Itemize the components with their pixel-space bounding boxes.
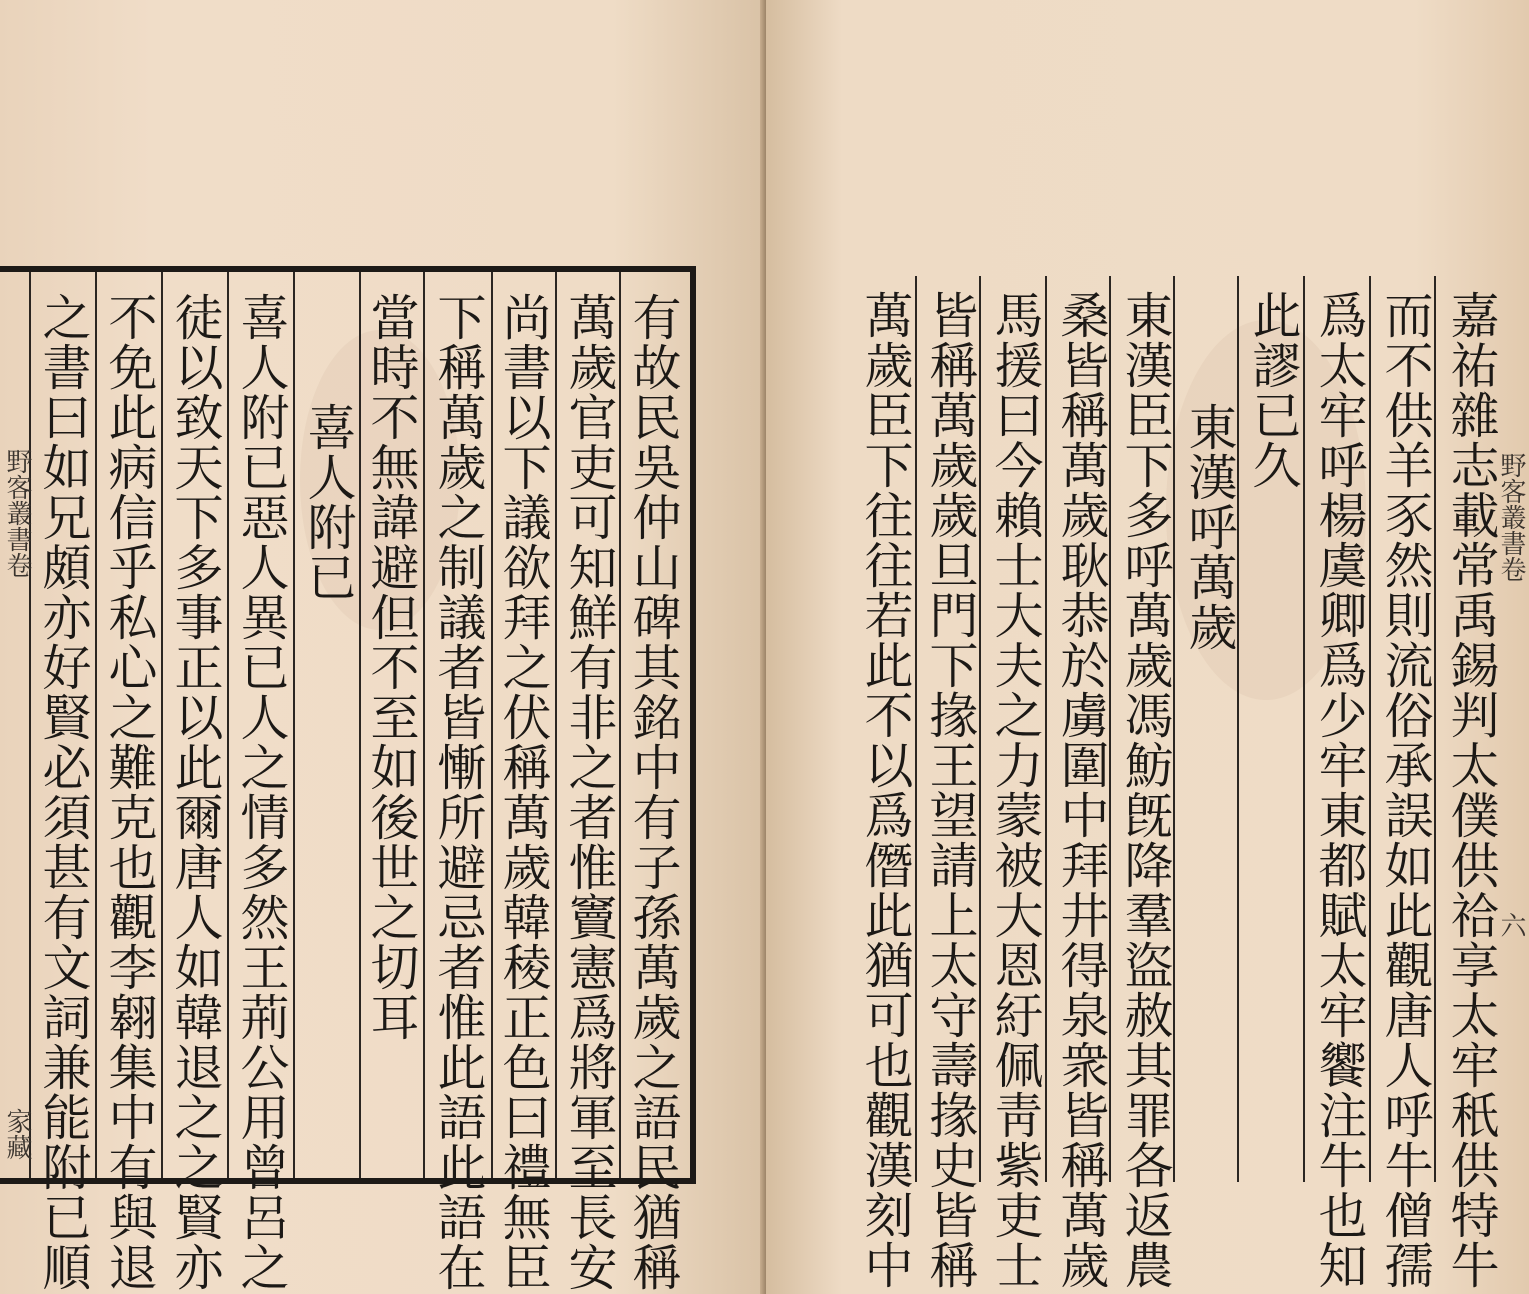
text-column: 而不供羊豕然則流俗承誤如此觀唐人呼牛僧孺	[1377, 290, 1434, 1290]
section-heading: 喜人附已	[300, 402, 357, 602]
text-column: 萬歲臣下往往若此不以爲僭此猶可也觀漢刻中	[857, 290, 914, 1290]
column-rule	[979, 276, 981, 1182]
column-rule	[1434, 276, 1436, 1182]
column-rule	[423, 272, 425, 1178]
text-column: 爲太牢呼楊虞卿爲少牢東都賦太牢饗注牛也知	[1311, 290, 1368, 1290]
column-rule	[161, 272, 163, 1178]
column-rule	[1369, 276, 1371, 1182]
text-column: 桑皆稱萬歲耿恭於虜圍中拜井得泉衆皆稱萬歲	[1053, 290, 1110, 1290]
text-column: 嘉祐雜志載常禹錫判太僕供祫享太牢秖供特牛	[1443, 290, 1500, 1290]
column-rule	[491, 272, 493, 1178]
text-column: 當時不無諱避但不至如後世之切耳	[363, 292, 420, 1042]
margin-title: 野客叢書卷	[1496, 452, 1526, 582]
text-column: 尚書以下議欲拜之伏稱萬歲韓稜正色曰禮無臣	[495, 292, 552, 1292]
text-column: 不免此病信乎私心之難克也觀李翱集中有與退	[101, 292, 158, 1292]
text-column: 此謬已久	[1245, 290, 1302, 490]
text-column: 馬援曰今賴士大夫之力蒙被大恩紆佩靑紫吏士	[987, 290, 1044, 1290]
text-column: 之書曰如兄頗亦好賢必須甚有文詞兼能附已順	[35, 292, 92, 1292]
column-rule	[915, 276, 917, 1182]
text-column: 有故民吳仲山碑其銘中有子孫萬歲之語民猶稱	[625, 292, 682, 1292]
margin-mark: 家藏	[2, 1108, 32, 1160]
text-column: 東漢臣下多呼萬歲馮魴旣降羣盜赦其罪各返農	[1117, 290, 1174, 1290]
column-rule	[1303, 276, 1305, 1182]
column-rule	[29, 272, 31, 1178]
text-column: 徒以致天下多事正以此爾唐人如韓退之之賢亦	[167, 292, 224, 1292]
column-rule	[1045, 276, 1047, 1182]
column-rule	[619, 272, 621, 1178]
column-rule	[293, 272, 295, 1178]
column-rule	[555, 272, 557, 1178]
section-heading: 東漢呼萬歲	[1181, 402, 1238, 652]
text-column: 皆稱萬歲歲旦門下掾王望請上太守壽掾史皆稱	[922, 290, 979, 1290]
text-column: 萬歲官吏可知鮮有非之者惟竇憲爲將軍至長安	[561, 292, 618, 1292]
column-rule	[95, 272, 97, 1178]
right-page	[766, 0, 1529, 1294]
margin-title: 野客叢書卷	[2, 448, 32, 578]
text-column: 喜人附已惡人異已人之情多然王荊公用曾呂之	[233, 292, 290, 1292]
column-rule	[227, 272, 229, 1178]
column-rule	[359, 272, 361, 1178]
margin-page-number: 六	[1496, 912, 1526, 938]
text-column: 下稱萬歲之制議者皆慚所避忌者惟此語此語在	[430, 292, 487, 1292]
